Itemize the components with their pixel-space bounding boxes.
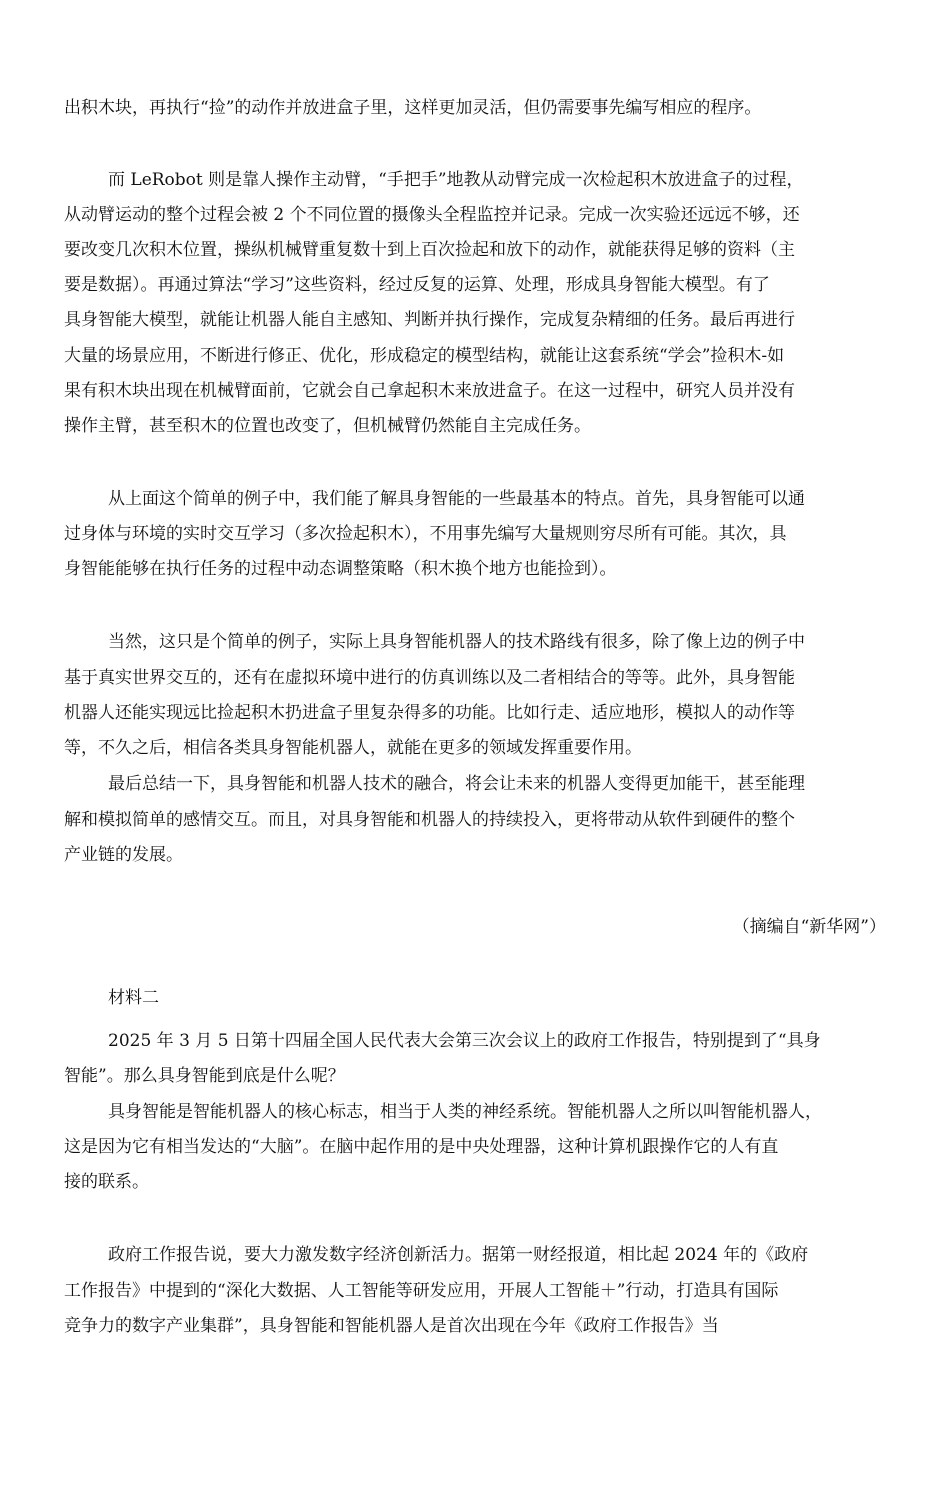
text-line: 接的联系。 xyxy=(64,1172,149,1192)
text-line: 产业链的发展。 xyxy=(64,845,183,865)
paragraph-first-line: 而 LeRobot 则是靠人操作主动臂，“手把手”地教从动臂完成一次检起积木放进盒子的过程， xyxy=(108,170,804,190)
text-line: 这是因为它有相当发达的“大脑”。在脑中起作用的是中央处理器，这种计算机跟操作它的人有直 xyxy=(64,1137,779,1157)
text-line: 操作主臂，甚至积木的位置也改变了，但机械臂仍然能自主完成任务。 xyxy=(64,416,591,436)
text-line: 智能”。那么具身智能到底是什么呢？ xyxy=(64,1066,345,1086)
section-heading: 材料二 xyxy=(108,988,159,1008)
text-line: 要是数据）。再通过算法“学习”这些资料，经过反复的运算、处理，形成具身智能大模型。有了 xyxy=(64,275,770,295)
paragraph-first-line: 政府工作报告说，要大力激发数字经济创新活力。据第一财经报道，相比起 2024 年的《政府 xyxy=(108,1245,809,1265)
text-line: 解和模拟简单的感情交互。而且，对具身智能和机器人的持续投入，更将带动从软件到硬件的整个 xyxy=(64,810,795,830)
text-line: 要改变几次积木位置，操纵机械臂重复数十到上百次捡起和放下的动作，就能获得足够的资料（主 xyxy=(64,240,795,260)
text-line: 等，不久之后，相信各类具身智能机器人，就能在更多的领域发挥重要作用。 xyxy=(64,738,642,758)
paragraph-first-line: 2025 年 3 月 5 日第十四届全国人民代表大会第三次会议上的政府工作报告，特别提到了“具身 xyxy=(108,1031,821,1051)
text-line: 身智能能够在执行任务的过程中动态调整策略（积木换个地方也能捡到）。 xyxy=(64,559,617,579)
paragraph-first-line: 从上面这个简单的例子中，我们能了解具身智能的一些最基本的特点。首先，具身智能可以通 xyxy=(108,489,805,509)
text-line: 从动臂运动的整个过程会被 2 个不同位置的摄像头全程监控并记录。完成一次实验还远远不够，还 xyxy=(64,205,800,225)
text-line: 机器人还能实现远比捡起积木扔进盒子里复杂得多的功能。比如行走、适应地形，模拟人的动作等 xyxy=(64,703,795,723)
text-line: 过身体与环境的实时交互学习（多次捡起积木），不用事先编写大量规则穷尽所有可能。其次，具 xyxy=(64,524,787,544)
text-line: 大量的场景应用，不断进行修正、优化，形成稳定的模型结构，就能让这套系统“学会”捡积木-如 xyxy=(64,346,785,366)
text-line: 基于真实世界交互的，还有在虚拟环境中进行的仿真训练以及二者相结合的等等。此外，具身智能 xyxy=(64,668,795,688)
text-line: 工作报告》中提到的“深化大数据、人工智能等研发应用，开展人工智能＋”行动，打造具有国际 xyxy=(64,1281,779,1301)
text-line: 果有积木块出现在机械臂面前，它就会自己拿起积木来放进盒子。在这一过程中，研究人员并没有 xyxy=(64,381,795,401)
text-line: 出积木块，再执行“捡”的动作并放进盒子里，这样更加灵活，但仍需要事先编写相应的程序。 xyxy=(64,98,762,118)
paragraph-first-line: 当然，这只是个简单的例子，实际上具身智能机器人的技术路线有很多，除了像上边的例子中 xyxy=(108,632,805,652)
text-line: 竞争力的数字产业集群”，具身智能和智能机器人是首次出现在今年《政府工作报告》当 xyxy=(64,1316,719,1336)
source-attribution: （摘编自“新华网”） xyxy=(732,917,886,937)
text-line: 具身智能大模型，就能让机器人能自主感知、判断并执行操作，完成复杂精细的任务。最后再进行 xyxy=(64,310,795,330)
paragraph-first-line: 最后总结一下，具身智能和机器人技术的融合，将会让未来的机器人变得更加能干，甚至能理 xyxy=(108,774,805,794)
paragraph-first-line: 具身智能是智能机器人的核心标志，相当于人类的神经系统。智能机器人之所以叫智能机器人， xyxy=(108,1102,822,1122)
